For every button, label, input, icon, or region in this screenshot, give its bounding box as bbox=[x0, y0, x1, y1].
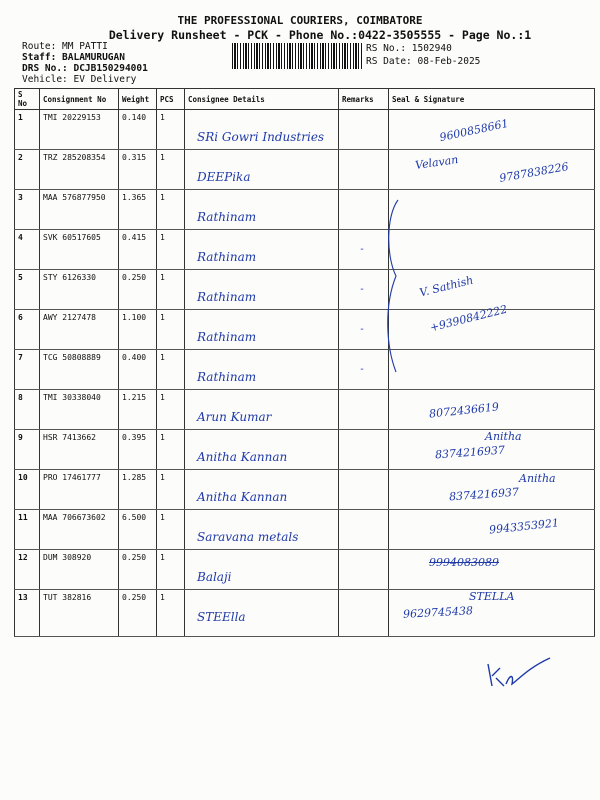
cell-consignee bbox=[185, 150, 339, 190]
cell-consignment: TMI 20229153 bbox=[40, 110, 119, 150]
cell-remarks bbox=[339, 590, 389, 637]
cell-pcs: 1 bbox=[157, 150, 185, 190]
cell-signature bbox=[389, 430, 595, 470]
cell-sno: 2 bbox=[15, 150, 40, 190]
signature-name: Anitha bbox=[485, 430, 522, 443]
drs-number: DRS No.: DCJB150294001 bbox=[22, 63, 148, 74]
consignee-handwriting: Rathinam bbox=[197, 290, 257, 304]
table-row bbox=[15, 390, 595, 430]
cell-consignment: TUT 382816 bbox=[40, 590, 119, 637]
cell-remarks bbox=[339, 550, 389, 590]
cell-remarks bbox=[339, 390, 389, 430]
cell-sno: 10 bbox=[15, 470, 40, 510]
cell-sno: 3 bbox=[15, 190, 40, 230]
signature-name: Velavan bbox=[414, 153, 460, 172]
cell-pcs: 1 bbox=[157, 390, 185, 430]
cell-consignment: SVK 60517605 bbox=[40, 230, 119, 270]
cell-consignee bbox=[185, 270, 339, 310]
signature-phone: 9600858661 bbox=[438, 116, 510, 145]
cell-signature bbox=[389, 302, 595, 350]
cell-sno: 13 bbox=[15, 590, 40, 637]
table-row bbox=[15, 550, 595, 590]
cell-pcs: 1 bbox=[157, 510, 185, 550]
signature-name: STELLA bbox=[469, 590, 515, 603]
consignee-handwriting: Balaji bbox=[197, 570, 232, 584]
cell-consignment: TMI 30338040 bbox=[40, 390, 119, 430]
signature-phone: 9787838226 bbox=[498, 160, 570, 185]
cell-signature bbox=[389, 270, 595, 310]
vehicle-label: Vehicle: EV Delivery bbox=[22, 74, 137, 85]
cell-weight: 1.365 bbox=[119, 190, 157, 230]
cell-consignment: HSR 7413662 bbox=[40, 430, 119, 470]
cell-sno: 5 bbox=[15, 270, 40, 310]
signature-phone: 9994083089 bbox=[429, 556, 499, 569]
cell-consignee bbox=[185, 550, 339, 590]
signature-phone: 8374216937 bbox=[448, 485, 520, 504]
cell-consignee bbox=[185, 510, 339, 550]
cell-weight: 1.285 bbox=[119, 470, 157, 510]
cell-sno: 6 bbox=[15, 310, 40, 350]
runsheet-title: Delivery Runsheet - PCK - Phone No.:0422-3505555 - Page No.:1 bbox=[108, 28, 532, 42]
cell-sno: 11 bbox=[15, 510, 40, 550]
signature-phone: 9943353921 bbox=[488, 516, 560, 537]
cell-sno: 9 bbox=[15, 430, 40, 470]
cell-signature bbox=[389, 550, 595, 590]
table-row bbox=[15, 310, 595, 350]
cell-consignment: PRO 17461777 bbox=[40, 470, 119, 510]
cell-consignment: TCG 50808889 bbox=[40, 350, 119, 390]
col-pcs: PCS bbox=[157, 89, 185, 110]
cell-remarks bbox=[339, 430, 389, 470]
consignee-handwriting: Anitha Kannan bbox=[197, 490, 288, 504]
cell-consignee bbox=[185, 470, 339, 510]
cell-consignee bbox=[185, 390, 339, 430]
cell-consignee bbox=[185, 310, 339, 350]
consignee-handwriting: Arun Kumar bbox=[197, 410, 272, 424]
cell-sno: 12 bbox=[15, 550, 40, 590]
cell-pcs: 1 bbox=[157, 350, 185, 390]
cell-weight: 0.140 bbox=[119, 110, 157, 150]
consignee-handwriting: Rathinam bbox=[197, 370, 257, 384]
cell-signature bbox=[389, 110, 595, 150]
signature-phone: 9629745438 bbox=[402, 604, 474, 621]
cell-sno: 1 bbox=[15, 110, 40, 150]
cell-consignee bbox=[185, 350, 339, 390]
remark-mark: - bbox=[359, 284, 366, 295]
col-weight: Weight bbox=[119, 89, 157, 110]
cell-consignment: STY 6126330 bbox=[40, 270, 119, 310]
cell-weight: 6.500 bbox=[119, 510, 157, 550]
cell-sno: 4 bbox=[15, 230, 40, 270]
cell-weight: 0.415 bbox=[119, 230, 157, 270]
table-row bbox=[15, 350, 595, 390]
table-row bbox=[15, 230, 595, 270]
consignee-handwriting: Anitha Kannan bbox=[197, 450, 288, 464]
cell-signature bbox=[389, 230, 595, 270]
cell-consignee bbox=[185, 430, 339, 470]
consignee-handwriting: DEEPika bbox=[197, 170, 251, 184]
table-row bbox=[15, 270, 595, 310]
signature-name: V. Sathish bbox=[418, 273, 475, 300]
staff-label: Staff: BALAMURUGAN bbox=[22, 52, 125, 63]
cell-weight: 0.315 bbox=[119, 150, 157, 190]
remark-mark: - bbox=[359, 244, 366, 255]
signature-phone: 8374216937 bbox=[434, 443, 506, 462]
col-remarks: Remarks bbox=[339, 89, 389, 110]
signature-name: Anitha bbox=[519, 472, 556, 485]
cell-sno: 7 bbox=[15, 350, 40, 390]
cell-consignee bbox=[185, 110, 339, 150]
table-row bbox=[15, 110, 595, 150]
cell-sno: 8 bbox=[15, 390, 40, 430]
rs-date: RS Date: 08-Feb-2025 bbox=[366, 56, 481, 67]
signature-phone: 8072436619 bbox=[428, 400, 500, 421]
table-row bbox=[15, 430, 595, 470]
consignee-handwriting: STEElla bbox=[197, 610, 246, 624]
cell-pcs: 1 bbox=[157, 110, 185, 150]
cell-consignee bbox=[185, 590, 339, 637]
cell-remarks bbox=[339, 470, 389, 510]
cell-pcs: 1 bbox=[157, 590, 185, 637]
table-header-row bbox=[15, 89, 595, 110]
cell-pcs: 1 bbox=[157, 550, 185, 590]
barcode bbox=[232, 43, 364, 69]
cell-weight: 1.100 bbox=[119, 310, 157, 350]
cell-weight: 0.400 bbox=[119, 350, 157, 390]
cell-remarks bbox=[339, 510, 389, 550]
consignee-handwriting: Rathinam bbox=[197, 330, 257, 344]
cell-signature bbox=[389, 590, 595, 637]
col-signature: Seal & Signature bbox=[389, 89, 595, 110]
table-row bbox=[15, 590, 595, 637]
cell-remarks bbox=[339, 150, 389, 190]
bracket-mark bbox=[380, 196, 404, 376]
consignee-handwriting: Rathinam bbox=[197, 210, 257, 224]
cell-consignment: MAA 576877950 bbox=[40, 190, 119, 230]
route-label: Route: MM PATTI bbox=[22, 41, 108, 52]
cell-pcs: 1 bbox=[157, 190, 185, 230]
table-row bbox=[15, 510, 595, 550]
cell-pcs: 1 bbox=[157, 270, 185, 310]
consignee-handwriting: Saravana metals bbox=[197, 530, 299, 544]
cell-consignee bbox=[185, 230, 339, 270]
col-sno: S No bbox=[15, 89, 40, 110]
cell-weight: 0.250 bbox=[119, 550, 157, 590]
cell-pcs: 1 bbox=[157, 310, 185, 350]
cell-signature bbox=[389, 190, 595, 230]
col-consignment: Consignment No bbox=[40, 89, 119, 110]
consignee-handwriting: SRi Gowri Industries bbox=[197, 130, 325, 144]
remark-mark: - bbox=[359, 324, 366, 335]
cell-pcs: 1 bbox=[157, 430, 185, 470]
cell-consignment: MAA 706673602 bbox=[40, 510, 119, 550]
table-row bbox=[15, 470, 595, 510]
consignee-handwriting: Rathinam bbox=[197, 250, 257, 264]
remark-mark: - bbox=[359, 364, 366, 375]
col-consignee: Consignee Details bbox=[185, 89, 339, 110]
cell-consignment: TRZ 285208354 bbox=[40, 150, 119, 190]
table-row bbox=[15, 190, 595, 230]
cell-signature bbox=[389, 470, 595, 510]
cell-signature bbox=[389, 390, 595, 430]
table-row bbox=[15, 150, 595, 190]
rs-number: RS No.: 1502940 bbox=[366, 43, 452, 54]
cell-pcs: 1 bbox=[157, 230, 185, 270]
cell-consignment: DUM 308920 bbox=[40, 550, 119, 590]
cell-signature bbox=[389, 510, 595, 550]
cell-weight: 0.250 bbox=[119, 270, 157, 310]
company-name: THE PROFESSIONAL COURIERS, COIMBATORE bbox=[177, 14, 423, 27]
runsheet-table bbox=[14, 88, 595, 637]
cell-weight: 1.215 bbox=[119, 390, 157, 430]
cell-signature bbox=[389, 150, 595, 190]
cell-weight: 0.250 bbox=[119, 590, 157, 637]
handwritten-signature-scribble bbox=[484, 654, 554, 694]
cell-remarks bbox=[339, 110, 389, 150]
cell-pcs: 1 bbox=[157, 470, 185, 510]
signature-phone: +9390842222 bbox=[428, 302, 509, 335]
cell-consignment: AWY 2127478 bbox=[40, 310, 119, 350]
cell-signature bbox=[389, 350, 595, 390]
cell-consignee bbox=[185, 190, 339, 230]
cell-weight: 0.395 bbox=[119, 430, 157, 470]
